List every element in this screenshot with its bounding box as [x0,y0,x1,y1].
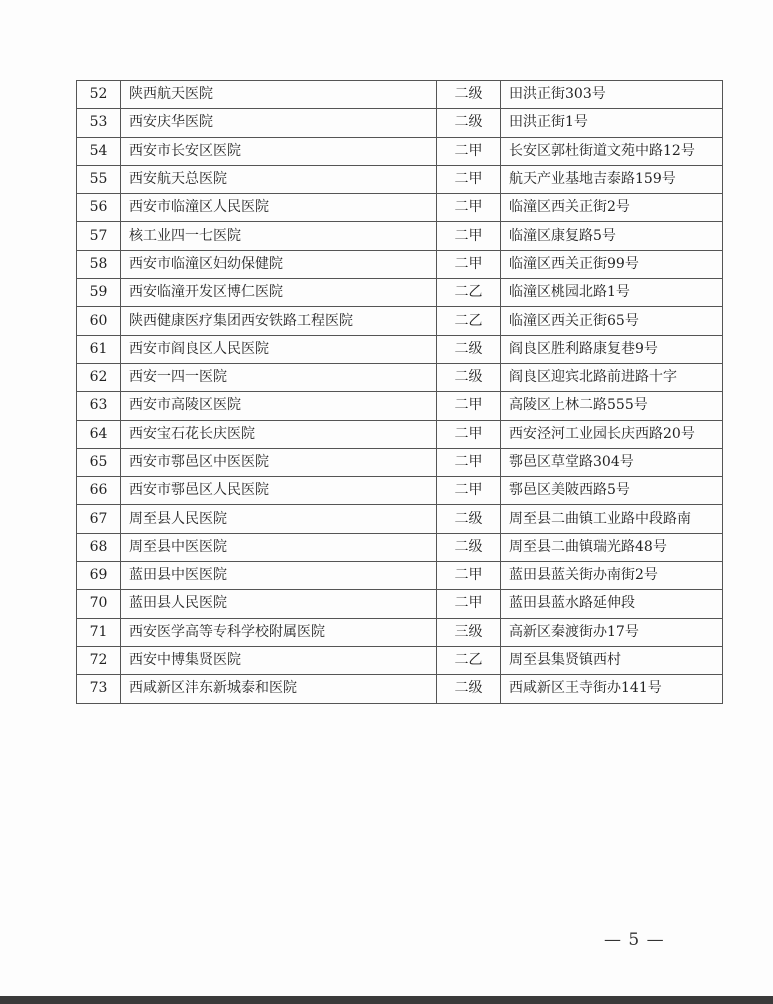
table-row [77,363,723,391]
hospital-name-cell: 西安市长安区医院 [121,137,437,165]
table-row [77,109,723,137]
row-number-cell: 59 [77,279,121,307]
hospital-level-cell: 二甲 [437,137,501,165]
row-number-cell: 72 [77,646,121,674]
hospital-name-cell: 西安市鄠邑区人民医院 [121,477,437,505]
row-number-cell: 57 [77,222,121,250]
hospital-address-cell: 田洪正街303号 [501,81,723,109]
table-row [77,81,723,109]
hospital-name-cell: 西安中博集贤医院 [121,646,437,674]
table-row [77,165,723,193]
hospital-table-body [77,81,723,704]
hospital-address-cell: 临潼区西关正街99号 [501,250,723,278]
row-number-cell: 65 [77,448,121,476]
hospital-level-cell: 二乙 [437,646,501,674]
hospital-level-cell: 二乙 [437,307,501,335]
hospital-name-cell: 周至县人民医院 [121,505,437,533]
hospital-level-cell: 二甲 [437,477,501,505]
hospital-level-cell: 二甲 [437,250,501,278]
row-number-cell: 52 [77,81,121,109]
row-number-cell: 61 [77,335,121,363]
hospital-name-cell: 西咸新区沣东新城泰和医院 [121,675,437,703]
hospital-address-cell: 临潼区西关正街65号 [501,307,723,335]
hospital-address-cell: 西安泾河工业园长庆西路20号 [501,420,723,448]
hospital-name-cell: 西安宝石花长庆医院 [121,420,437,448]
hospital-name-cell: 西安市阎良区人民医院 [121,335,437,363]
scan-bottom-edge [0,996,773,1004]
hospital-name-cell: 蓝田县中医医院 [121,562,437,590]
table-row [77,505,723,533]
row-number-cell: 62 [77,363,121,391]
table-row [77,590,723,618]
hospital-name-cell: 蓝田县人民医院 [121,590,437,618]
row-number-cell: 55 [77,165,121,193]
hospital-level-cell: 二甲 [437,590,501,618]
hospital-table [76,80,723,704]
hospital-address-cell: 蓝田县蓝水路延伸段 [501,590,723,618]
hospital-address-cell: 高新区秦渡街办17号 [501,618,723,646]
hospital-level-cell: 二级 [437,363,501,391]
hospital-address-cell: 长安区郭杜街道文苑中路12号 [501,137,723,165]
row-number-cell: 66 [77,477,121,505]
hospital-address-cell: 田洪正街1号 [501,109,723,137]
row-number-cell: 73 [77,675,121,703]
hospital-address-cell: 阎良区胜利路康复巷9号 [501,335,723,363]
row-number-cell: 54 [77,137,121,165]
hospital-address-cell: 周至县二曲镇工业路中段路南 [501,505,723,533]
table-row [77,562,723,590]
table-row [77,618,723,646]
table-row [77,194,723,222]
hospital-name-cell: 西安市临潼区妇幼保健院 [121,250,437,278]
row-number-cell: 56 [77,194,121,222]
row-number-cell: 68 [77,533,121,561]
hospital-name-cell: 西安市高陵区医院 [121,392,437,420]
row-number-cell: 71 [77,618,121,646]
table-row [77,392,723,420]
hospital-level-cell: 二甲 [437,222,501,250]
table-row [77,250,723,278]
row-number-cell: 67 [77,505,121,533]
hospital-address-cell: 航天产业基地吉泰路159号 [501,165,723,193]
hospital-level-cell: 二乙 [437,279,501,307]
page-number: — 5 — [604,930,665,950]
row-number-cell: 64 [77,420,121,448]
hospital-address-cell: 蓝田县蓝关街办南街2号 [501,562,723,590]
hospital-address-cell: 鄠邑区草堂路304号 [501,448,723,476]
table-row [77,137,723,165]
hospital-address-cell: 临潼区西关正街2号 [501,194,723,222]
hospital-level-cell: 二甲 [437,165,501,193]
hospital-level-cell: 二级 [437,505,501,533]
hospital-name-cell: 西安航天总医院 [121,165,437,193]
hospital-level-cell: 三级 [437,618,501,646]
row-number-cell: 53 [77,109,121,137]
table-row [77,675,723,703]
table-row [77,420,723,448]
hospital-level-cell: 二级 [437,81,501,109]
hospital-level-cell: 二甲 [437,420,501,448]
table-row [77,222,723,250]
hospital-address-cell: 西咸新区王寺街办141号 [501,675,723,703]
hospital-level-cell: 二级 [437,675,501,703]
hospital-address-cell: 高陵区上林二路555号 [501,392,723,420]
hospital-level-cell: 二甲 [437,194,501,222]
hospital-name-cell: 周至县中医医院 [121,533,437,561]
table-row [77,279,723,307]
hospital-name-cell: 西安市临潼区人民医院 [121,194,437,222]
hospital-level-cell: 二甲 [437,448,501,476]
hospital-level-cell: 二甲 [437,392,501,420]
hospital-name-cell: 西安医学高等专科学校附属医院 [121,618,437,646]
table-row [77,307,723,335]
row-number-cell: 63 [77,392,121,420]
row-number-cell: 58 [77,250,121,278]
hospital-level-cell: 二级 [437,109,501,137]
row-number-cell: 69 [77,562,121,590]
hospital-name-cell: 陕西健康医疗集团西安铁路工程医院 [121,307,437,335]
hospital-level-cell: 二级 [437,533,501,561]
hospital-name-cell: 西安市鄠邑区中医医院 [121,448,437,476]
hospital-address-cell: 临潼区康复路5号 [501,222,723,250]
table-row [77,533,723,561]
hospital-address-cell: 临潼区桃园北路1号 [501,279,723,307]
hospital-name-cell: 西安庆华医院 [121,109,437,137]
table-row [77,335,723,363]
hospital-name-cell: 核工业四一七医院 [121,222,437,250]
table-row [77,448,723,476]
hospital-address-cell: 阎良区迎宾北路前进路十字 [501,363,723,391]
hospital-address-cell: 鄠邑区美陂西路5号 [501,477,723,505]
hospital-name-cell: 西安临潼开发区博仁医院 [121,279,437,307]
hospital-level-cell: 二级 [437,335,501,363]
table-row [77,477,723,505]
hospital-level-cell: 二甲 [437,562,501,590]
hospital-name-cell: 西安一四一医院 [121,363,437,391]
row-number-cell: 60 [77,307,121,335]
table-row [77,646,723,674]
hospital-name-cell: 陕西航天医院 [121,81,437,109]
hospital-address-cell: 周至县二曲镇瑞光路48号 [501,533,723,561]
hospital-address-cell: 周至县集贤镇西村 [501,646,723,674]
row-number-cell: 70 [77,590,121,618]
